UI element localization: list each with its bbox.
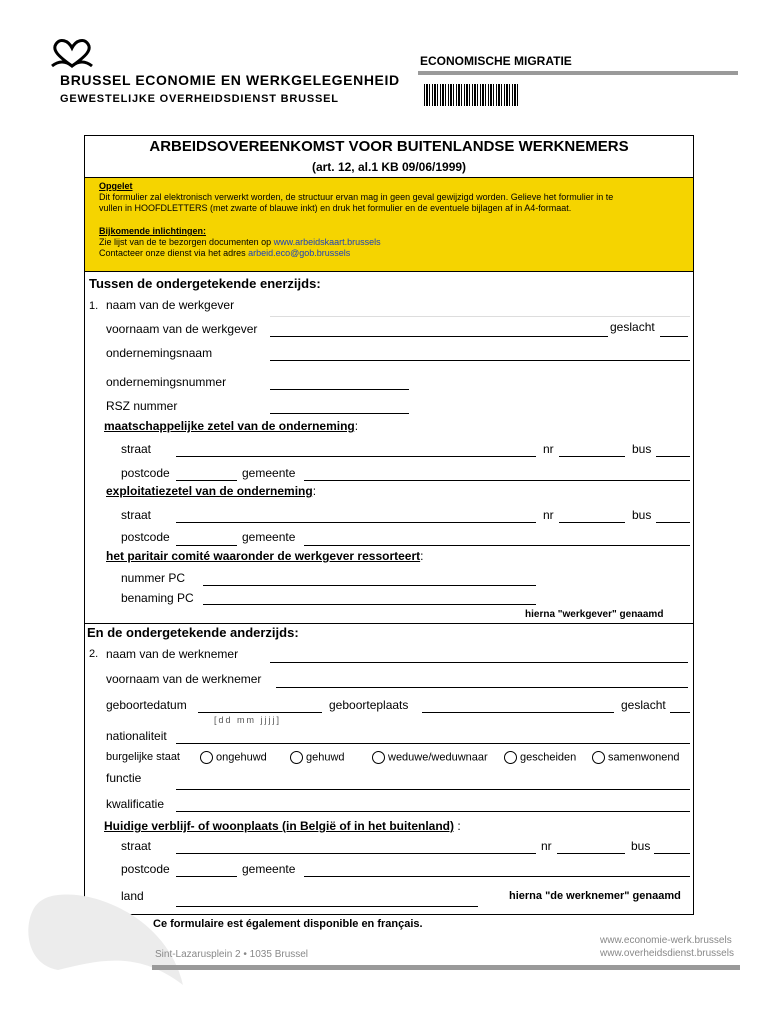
french-note: Ce formulaire est également disponible en français. [153, 918, 423, 930]
org-title: BRUSSEL ECONOMIE EN WERKGELEGENHEID [60, 72, 400, 88]
radio-circle[interactable] [504, 751, 517, 764]
employer-name-field[interactable] [270, 316, 690, 317]
pc-number-label: nummer PC [121, 571, 186, 585]
documents-link[interactable]: www.arbeidskaart.brussels [273, 237, 381, 247]
seat-gemeente-field[interactable] [304, 480, 690, 481]
radio-ongehuwd[interactable]: ongehuwd [200, 751, 267, 764]
employee-section-title: En de ondergetekende anderzijds: [87, 625, 299, 640]
function-field[interactable] [176, 789, 690, 790]
employee-hereafter: hierna "de werknemer" genaamd [509, 890, 681, 902]
residence-street-field[interactable] [176, 853, 536, 854]
footer-web-2[interactable]: www.overheidsdienst.brussels [600, 948, 734, 959]
radio-circle[interactable] [200, 751, 213, 764]
country-label: land [121, 889, 144, 903]
residence-postcode-field[interactable] [176, 876, 237, 877]
residence-bus-label: bus [631, 839, 651, 853]
pc-name-field[interactable] [203, 604, 536, 605]
seat-street-label: straat [121, 442, 152, 456]
function-label: functie [106, 771, 142, 785]
radio-samenwonend[interactable]: samenwonend [592, 751, 680, 764]
header-divider [418, 71, 738, 75]
footer-divider [152, 965, 740, 970]
birthplace-label: geboorteplaats [329, 698, 409, 712]
company-number-label: ondernemingsnummer [106, 375, 227, 389]
employer-firstname-label: voornaam van de werkgever [106, 322, 258, 336]
employer-gender-field[interactable] [660, 336, 688, 337]
exploit-postcode-field[interactable] [176, 545, 237, 546]
country-field[interactable] [176, 906, 478, 907]
radio-gehuwd[interactable]: gehuwd [290, 751, 345, 764]
footer-address: Sint-Lazarusplein 2 • 1035 Brussel [155, 949, 309, 960]
exploit-nr-label: nr [543, 508, 554, 522]
employer-section-title: Tussen de ondergetekende enerzijds: [89, 276, 321, 291]
email-link[interactable]: arbeid.eco@gob.brussels [248, 248, 351, 258]
exploit-postcode-label: postcode [121, 530, 170, 544]
residence-bus-field[interactable] [654, 853, 690, 854]
seat-postcode-label: postcode [121, 466, 170, 480]
employer-gender-label: geslacht [610, 320, 655, 334]
info-line-1: Zie lijst van de te bezorgen documenten op www.arbeidskaart.brussels [99, 237, 381, 247]
barcode [424, 84, 518, 106]
radio-circle[interactable] [592, 751, 605, 764]
radio-circle[interactable] [372, 751, 385, 764]
pc-heading: het paritair comité waaronder de werkgever ressorteert: [106, 549, 424, 563]
notice-text-2: vullen in HOOFDLETTERS (met zwarte of blauwe inkt) en druk het formulier en de eventuele bijlagen af in A4-formaat. [99, 203, 572, 213]
section-divider [85, 623, 693, 624]
employee-firstname-label: voornaam van de werknemer [106, 672, 262, 686]
notice-box [85, 177, 693, 272]
seat-heading: maatschappelijke zetel van de onderneming: [104, 419, 359, 433]
birthplace-field[interactable] [422, 712, 614, 713]
nationality-label: nationaliteit [106, 729, 167, 743]
employee-gender-label: geslacht [621, 698, 666, 712]
birthdate-field[interactable] [198, 712, 322, 713]
radio-gescheiden[interactable]: gescheiden [504, 751, 576, 764]
info-heading: Bijkomende inlichtingen: [99, 226, 207, 236]
exploit-street-label: straat [121, 508, 152, 522]
qualification-field[interactable] [176, 811, 690, 812]
form-subtitle: (art. 12, al.1 KB 09/06/1999) [311, 160, 467, 174]
exploit-bus-label: bus [632, 508, 652, 522]
residence-nr-field[interactable] [557, 853, 625, 854]
pc-number-field[interactable] [203, 585, 536, 586]
residence-gemeente-field[interactable] [304, 876, 690, 877]
org-subtitle: GEWESTELIJKE OVERHEIDSDIENST BRUSSEL [60, 93, 339, 105]
nationality-field[interactable] [176, 743, 690, 744]
section-number-1: 1. [89, 300, 99, 312]
employee-name-label: naam van de werknemer [106, 647, 239, 661]
birthdate-hint: [dd mm jjjj] [214, 715, 282, 725]
employer-hereafter: hierna "werkgever" genaamd [525, 609, 664, 620]
radio-weduwe[interactable]: weduwe/weduwnaar [372, 751, 488, 764]
residence-postcode-label: postcode [121, 862, 170, 876]
employee-gender-field[interactable] [670, 712, 690, 713]
residence-street-label: straat [121, 839, 152, 853]
seat-street-field[interactable] [176, 456, 536, 457]
seat-postcode-field[interactable] [176, 480, 237, 481]
employer-name-label: naam van de werkgever [106, 298, 235, 312]
employee-name-field[interactable] [270, 662, 688, 663]
employee-firstname-field[interactable] [276, 687, 688, 688]
seat-gemeente-label: gemeente [242, 466, 296, 480]
seat-bus-field[interactable] [656, 456, 690, 457]
company-name-field[interactable] [270, 360, 690, 361]
employer-firstname-field[interactable] [270, 336, 608, 337]
notice-heading: Opgelet [99, 181, 133, 191]
seat-nr-label: nr [543, 442, 554, 456]
company-number-field[interactable] [270, 389, 409, 390]
exploit-heading: exploitatiezetel van de onderneming: [106, 484, 317, 498]
company-name-label: ondernemingsnaam [106, 346, 213, 360]
rsz-label: RSZ nummer [106, 399, 178, 413]
exploit-gemeente-field[interactable] [304, 545, 690, 546]
form-title: ARBEIDSOVEREENKOMST VOOR BUITENLANDSE WERKNEMERS [149, 138, 629, 155]
department-label: ECONOMISCHE MIGRATIE [420, 54, 572, 68]
exploit-nr-field[interactable] [559, 522, 625, 523]
radio-circle[interactable] [290, 751, 303, 764]
qualification-label: kwalificatie [106, 797, 165, 811]
civil-state-label: burgelijke staat [106, 751, 180, 763]
residence-gemeente-label: gemeente [242, 862, 296, 876]
decorative-shape [18, 890, 188, 990]
exploit-bus-field[interactable] [656, 522, 690, 523]
notice-text-1: Dit formulier zal elektronisch verwerkt worden, de structuur ervan mag in geen geval gewijzigd worden. Gelieve het formulier in te [99, 192, 614, 202]
exploit-gemeente-label: gemeente [242, 530, 296, 544]
pc-name-label: benaming PC [121, 591, 194, 605]
residence-heading: Huidige verblijf- of woonplaats (in België of in het buitenland) : [104, 819, 461, 833]
rsz-field[interactable] [270, 413, 409, 414]
section-number-2: 2. [89, 648, 99, 660]
exploit-street-field[interactable] [176, 522, 536, 523]
birthdate-label: geboortedatum [106, 698, 187, 712]
footer-web-1[interactable]: www.economie-werk.brussels [600, 935, 732, 946]
logo-icon [48, 38, 96, 70]
seat-nr-field[interactable] [559, 456, 625, 457]
residence-nr-label: nr [541, 839, 552, 853]
seat-bus-label: bus [632, 442, 652, 456]
info-line-2: Contacteer onze dienst via het adres arbeid.eco@gob.brussels [99, 248, 351, 258]
